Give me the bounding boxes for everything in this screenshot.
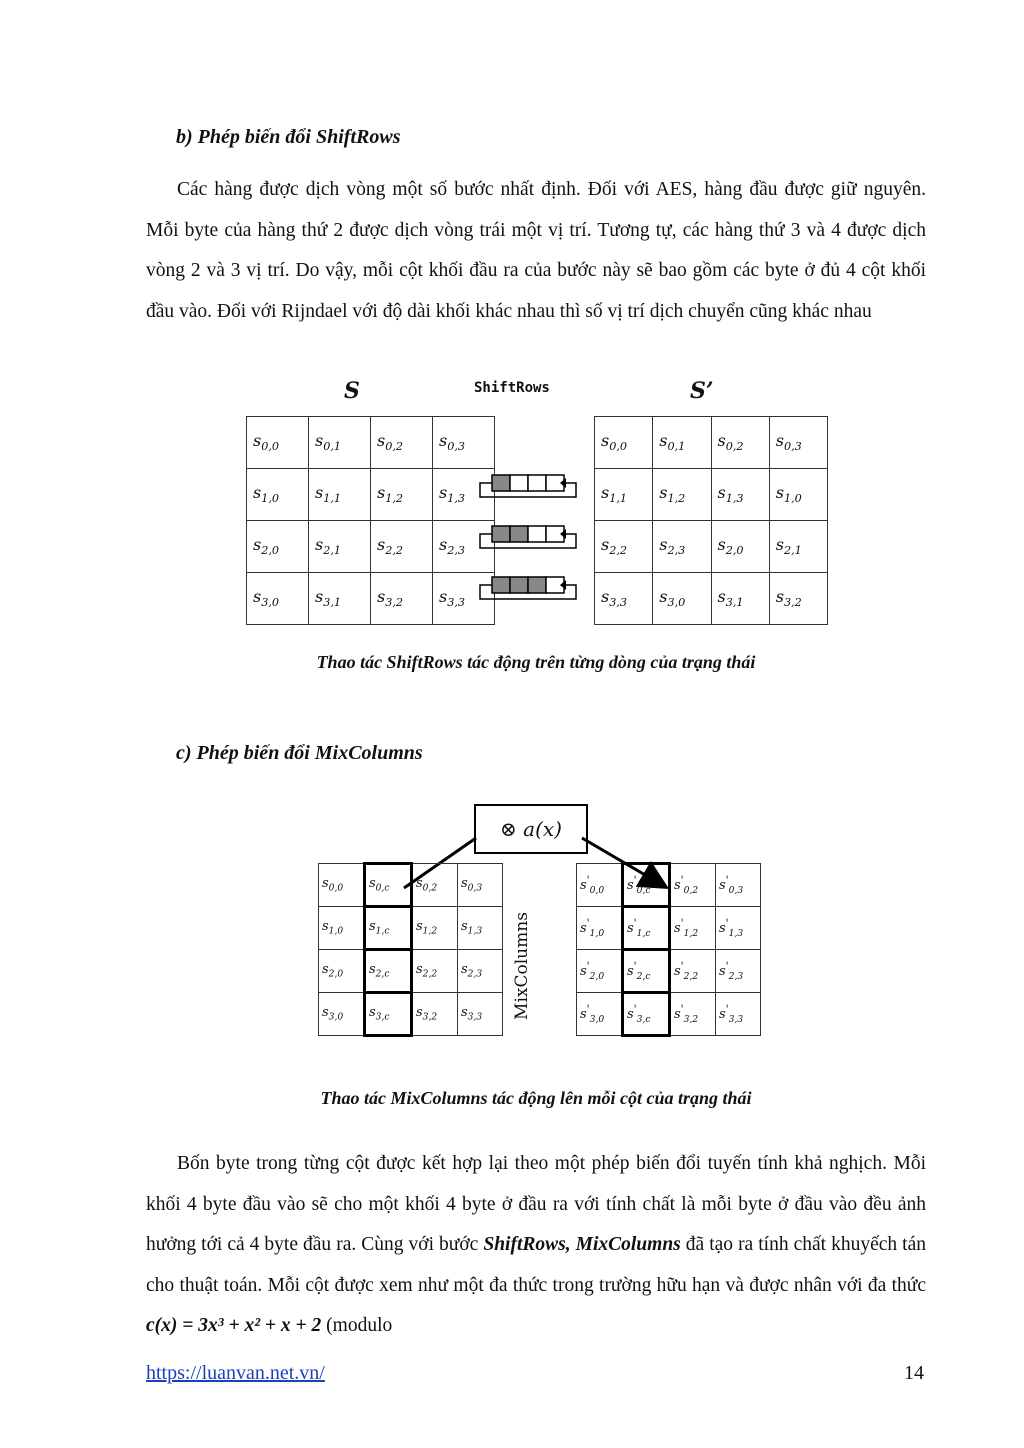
state-cell: $s'_{2,0}$: [577, 950, 623, 993]
shift-box: [528, 475, 546, 491]
paragraph-text-3: (modulo: [321, 1315, 393, 1336]
paragraph-text-1: Bốn byte trong từng cột được kết hợp lại theo một phép biến đổi tuyến tính khả nghịch. Mỗi khối 4 byte đầu vào sẽ cho một khối 4 byte ở đầu ra với tính chất là mỗi byte ở đầu vào đều ảnh hưởng tới cả 4 byte đầu ra. Cùng với bước: [146, 1153, 926, 1255]
state-s-prime-grid: [594, 416, 828, 625]
state-cell: $s_{0,3}$: [769, 417, 827, 469]
state-cell: $s_{1,1}$: [309, 469, 371, 521]
section-b-paragraph: Các hàng được dịch vòng một số bước nhất định. Đối với AES, hàng đầu được giữ nguyên. Mỗi byte của hàng thứ 2 được dịch vòng trái một vị trí. Tương tự, các hàng thứ 3 và 4 được dịch vòng 2 và 3 vị trí. Do vậy, mỗi cột khối đầu ra của bước này sẽ bao gồm các byte ở đủ 4 cột khối đầu vào. Đối với Rijndael với độ dài khối khác nhau thì số vị trí dịch chuyển cũng khác nhau: [146, 179, 926, 322]
grid-row: [595, 469, 828, 521]
state-cell: $s_{0,2}$: [371, 417, 433, 469]
state-s-label: S: [344, 378, 360, 404]
state-cell: $s_{3,0}$: [653, 573, 711, 625]
shiftrows-figure: [236, 372, 828, 622]
state-cell: $s_{1,2}$: [653, 469, 711, 521]
grid-row: [247, 417, 495, 469]
shift-box: [492, 526, 510, 542]
state-s-prime-label: S’: [690, 378, 714, 404]
state-cell: $s_{3,1}$: [711, 573, 769, 625]
state-cell: $s'_{1,2}$: [670, 907, 716, 950]
grid-row: [577, 907, 761, 950]
state-cell: $s_{1,2}$: [412, 907, 458, 950]
shift-box: [510, 475, 528, 491]
state-cell: $s_{1,3}$: [711, 469, 769, 521]
state-cell: $s_{2,1}$: [769, 521, 827, 573]
state-cell: $s_{3,2}$: [371, 573, 433, 625]
state-cell: $s'_{3,c}$: [623, 993, 670, 1036]
figure1-caption: Thao tác ShiftRows tác động trên từng dòng của trạng thái: [316, 652, 756, 672]
grid-row: [319, 950, 503, 993]
state-cell: $s_{1,0}$: [247, 469, 309, 521]
grid-row: [247, 521, 495, 573]
state-cell: $s'_{0,2}$: [670, 864, 716, 907]
state-cell: $s_{2,2}$: [595, 521, 653, 573]
paragraph-text-2: đã tạo ra tính chất khuyếch tán cho thuật toán. Mỗi cột được xem như một đa thức trong trường hữu hạn và được nhân với đa thức: [146, 1234, 927, 1296]
state-cell: $s_{3,1}$: [309, 573, 371, 625]
grid-row: [319, 907, 503, 950]
state-cell: $s'_{3,0}$: [577, 993, 623, 1036]
state-cell: $s_{2,1}$: [309, 521, 371, 573]
state-cell: $s_{2,2}$: [412, 950, 458, 993]
state-cell: $s_{3,3}$: [458, 993, 503, 1036]
state-cell: $s_{2,0}$: [319, 950, 365, 993]
mixcolumns-paragraph: [146, 1144, 926, 1347]
grid-row: [577, 993, 761, 1036]
state-cell: $s'_{3,3}$: [716, 993, 761, 1036]
shift-box: [528, 526, 546, 542]
state-cell: $s'_{0,0}$: [577, 864, 623, 907]
state-cell: $s'_{2,c}$: [623, 950, 670, 993]
state-cell: $s'_{2,2}$: [670, 950, 716, 993]
grid-row: [319, 993, 503, 1036]
grid-row: [319, 864, 503, 907]
state-cell: $s_{2,0}$: [711, 521, 769, 573]
state-cell: $s'_{1,3}$: [716, 907, 761, 950]
footer-url-link[interactable]: https://luanvan.net.vn/: [146, 1362, 325, 1384]
state-cell: $s'_{0,3}$: [716, 864, 761, 907]
state-cell: $s_{2,3}$: [433, 521, 495, 573]
shift-arrows: [476, 467, 596, 617]
state-cell: $s'_{1,c}$: [623, 907, 670, 950]
state-cell: $s_{2,c}$: [365, 950, 412, 993]
state-cell: $s_{0,2}$: [412, 864, 458, 907]
state-cell: $s_{1,3}$: [433, 469, 495, 521]
state-cell: $s_{0,0}$: [247, 417, 309, 469]
state-cell: $s_{2,2}$: [371, 521, 433, 573]
state-cell: $s_{0,1}$: [309, 417, 371, 469]
state-cell: $s'_{3,2}$: [670, 993, 716, 1036]
state-cell: $s_{3,c}$: [365, 993, 412, 1036]
section-c-heading: c) Phép biến đổi MixColumns: [176, 742, 423, 764]
page-number: 14: [904, 1362, 924, 1384]
state-cell: $s_{1,2}$: [371, 469, 433, 521]
state-cell: $s_{2,3}$: [653, 521, 711, 573]
state-cell: $s_{3,2}$: [769, 573, 827, 625]
grid-row: [247, 469, 495, 521]
state-cell: $s_{3,3}$: [595, 573, 653, 625]
shift-box: [492, 577, 510, 593]
state-cell: $s_{0,2}$: [711, 417, 769, 469]
shift-box: [528, 577, 546, 593]
state-cell: $s_{1,c}$: [365, 907, 412, 950]
state-cell: $s'_{2,3}$: [716, 950, 761, 993]
state-cell: $s_{2,3}$: [458, 950, 503, 993]
mixcolumns-vertical-label: MixColumns: [512, 912, 532, 1020]
state-cell: $s_{0,0}$: [319, 864, 365, 907]
shiftrows-label: ShiftRows: [474, 380, 550, 396]
state-cell: $s_{2,0}$: [247, 521, 309, 573]
grid-row: [595, 417, 828, 469]
figure2-caption: Thao tác MixColumns tác động lên mỗi cột của trạng thái: [320, 1088, 752, 1108]
state-cell: $s_{1,0}$: [769, 469, 827, 521]
state-cell: $s_{0,c}$: [365, 864, 412, 907]
polynomial-formula: c(x) = 3x³ + x² + x + 2: [146, 1315, 322, 1336]
state-cell: $s_{1,1}$: [595, 469, 653, 521]
state-cell: $s_{0,3}$: [433, 417, 495, 469]
mix-input-grid: [318, 862, 503, 1037]
state-s-grid: [246, 416, 495, 625]
state-cell: $s_{1,0}$: [319, 907, 365, 950]
mix-output-grid: [576, 862, 761, 1037]
grid-row: [595, 521, 828, 573]
grid-row: [577, 950, 761, 993]
state-cell: $s_{3,3}$: [433, 573, 495, 625]
state-cell: $s'_{1,0}$: [577, 907, 623, 950]
state-cell: $s_{0,3}$: [458, 864, 503, 907]
state-cell: $s_{1,3}$: [458, 907, 503, 950]
grid-row: [577, 864, 761, 907]
state-cell: $s_{3,0}$: [247, 573, 309, 625]
grid-row: [595, 573, 828, 625]
state-cell: $s_{0,0}$: [595, 417, 653, 469]
grid-row: [247, 573, 495, 625]
state-cell: $s_{3,2}$: [412, 993, 458, 1036]
mixcolumns-figure: [300, 800, 770, 1062]
shift-box: [492, 475, 510, 491]
operator-box: ⊗ a(x): [474, 804, 588, 854]
shift-box: [510, 577, 528, 593]
state-cell: $s_{3,0}$: [319, 993, 365, 1036]
paragraph-bold-terms: ShiftRows, MixColumns: [483, 1234, 681, 1255]
state-cell: $s_{0,1}$: [653, 417, 711, 469]
section-b-heading: b) Phép biến đổi ShiftRows: [176, 126, 401, 148]
state-cell: $s'_{0,c}$: [623, 864, 670, 907]
shift-box: [510, 526, 528, 542]
